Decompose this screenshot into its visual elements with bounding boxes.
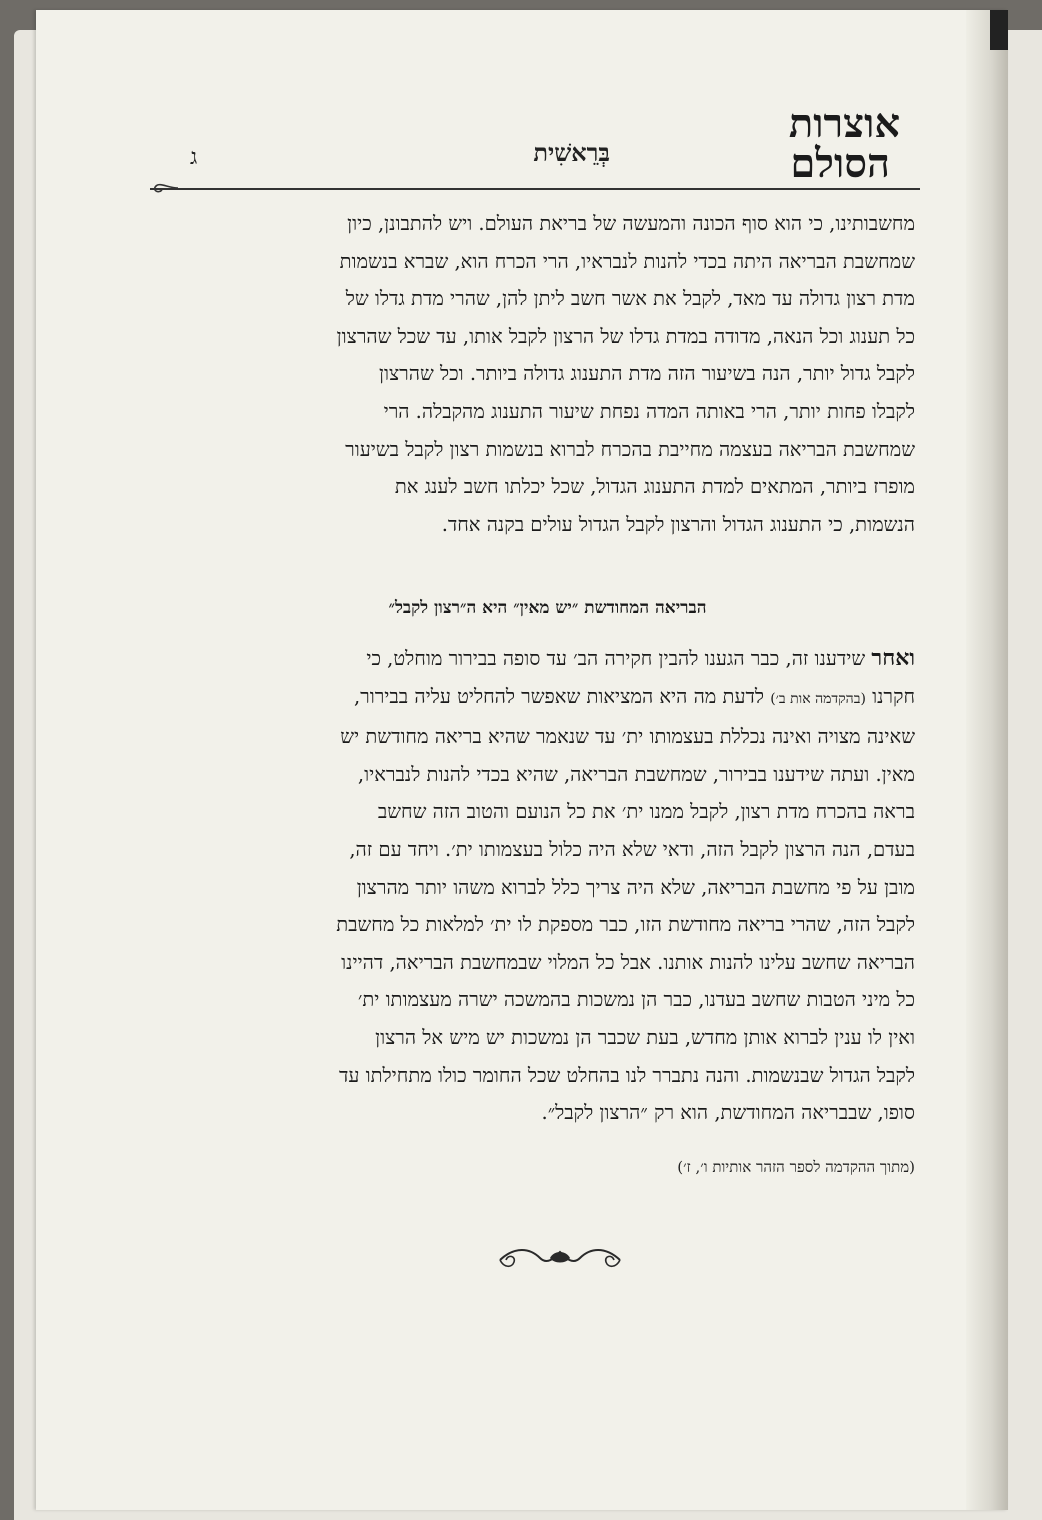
- text-line: מדת רצון גדולה עד מאד, לקבל את אשר חשב ליתן להן, שהרי מדת גדלו של: [345, 287, 915, 311]
- text-line: כל תענוג וכל הנאה, מדודה במדת גדלו של הרצון לקבל אותו, עד שכל שהרצון: [336, 324, 915, 348]
- text-line: מובן על פי מחשבת הבריאה, שלא היה צריך כלל לברוא משהו יותר מהרצון: [356, 875, 915, 899]
- page-number: ג: [190, 145, 198, 170]
- text-line: לקבל הגדול שבנשמות. והנה נתברר לנו בהחלט שכל החומר כולו מתחילתו עד: [339, 1063, 915, 1087]
- text-line: סופו, שבבריאה המחודשת, הוא רק ״הרצון לקבל״.: [541, 1101, 915, 1125]
- page-header: [150, 100, 930, 190]
- text-line: [180, 678, 915, 719]
- header-title-top: אוצרות: [788, 100, 900, 147]
- text-fragment: חקרנו: [865, 684, 915, 708]
- paragraph-1: [180, 205, 915, 543]
- text-line: שמחשבת הבריאה היתה בכדי להנות לנבראיו, הרי הכרח הוא, שברא בנשמות: [339, 249, 915, 273]
- text-fragment: שידענו זה, כבר הגענו להבין חקירה הב׳ עד סופה בבירור מוחלט, כי: [366, 647, 872, 670]
- text-line: ואין לו ענין לברוא אותן מחדש, בעת שכבר הן נמשכות יש מיש אל הרצון: [375, 1025, 915, 1049]
- text-fragment: לדעת מה היא המציאות שאפשר להחליט עליה בבירור,: [353, 684, 771, 708]
- text-line: כל מיני הטבות שחשב בעדנו, כבר הן נמשכות בהמשכה ישרה מעצמותו ית׳: [357, 988, 915, 1012]
- end-ornament: [490, 1238, 630, 1278]
- text-line: שמחשבת הבריאה בעצמה מחייבת בהכרח לברוא בנשמות רצון לקבל בשיעור: [345, 437, 915, 461]
- text-line: לקבל גדול יותר, הנה בשיעור הזה מדת התענוג גדולה ביותר. וכל שהרצון: [379, 362, 915, 386]
- text-line: [180, 640, 915, 678]
- text-line: מחשבותינו, כי הוא סוף הכונה והמעשה של בריאת העולם. ויש להתבונן, כיון: [347, 212, 915, 235]
- header-title-bottom: הסולם: [790, 140, 890, 187]
- header-section: בְּרֵאשִׁית: [533, 138, 610, 167]
- page-gutter: [966, 10, 1008, 1510]
- section-subheading: הבריאה המחודשת ״יש מאין״ היא ה״רצון לקבל״: [388, 598, 707, 618]
- text-line: לקבל הזה, שהרי בריאה מחודשת הזו, כבר מספקת לו ית׳ למלאות כל מחשבת: [336, 913, 915, 937]
- text-line: בעדם, הנה הרצון לקבל הזה, ודאי שלא היה כלול בעצמותו ית׳. ויחד עם זה,: [349, 837, 915, 861]
- text-line: בראה בהכרח מדת רצון, לקבל ממנו ית׳ את כל הנועם והטוב הזה שחשב: [377, 800, 915, 824]
- inline-reference: (בהקדמה אות ב׳): [770, 690, 866, 707]
- text-line: שאינה מצויה ואינה נכללת בעצמותו ית׳ עד שנאמר שהיא בריאה מחודשת יש: [340, 725, 915, 749]
- text-line: לקבלו פחות יותר, הרי באותה המדה נפחת שיעור התענוג מהקבלה. הרי: [383, 399, 915, 423]
- paragraph-2: [180, 640, 915, 1132]
- text-line: הנשמות, כי התענוג הגדול והרצון לקבל הגדול עולים בקנה אחד.: [441, 512, 915, 536]
- header-rule: [150, 188, 920, 190]
- opening-word: ואחר: [871, 645, 915, 671]
- text-line: הבריאה שחשב עלינו להנות אותנו. אבל כל המלוי שבמחשבת הבריאה, דהיינו: [341, 950, 915, 974]
- text-line: מאין. ועתה שידענו בבירור, שמחשבת הבריאה, שהיא בכדי להנות לנבראיו,: [357, 762, 915, 786]
- text-line: מופרז ביותר, המתאים למדת התענוג הגדול, שכל יכלתו חשב לענג את: [394, 475, 915, 499]
- book-spine: [990, 10, 1008, 50]
- source-citation: (מתוך ההקדמה לספר הזהר אותיות ו׳, ז׳): [677, 1158, 915, 1176]
